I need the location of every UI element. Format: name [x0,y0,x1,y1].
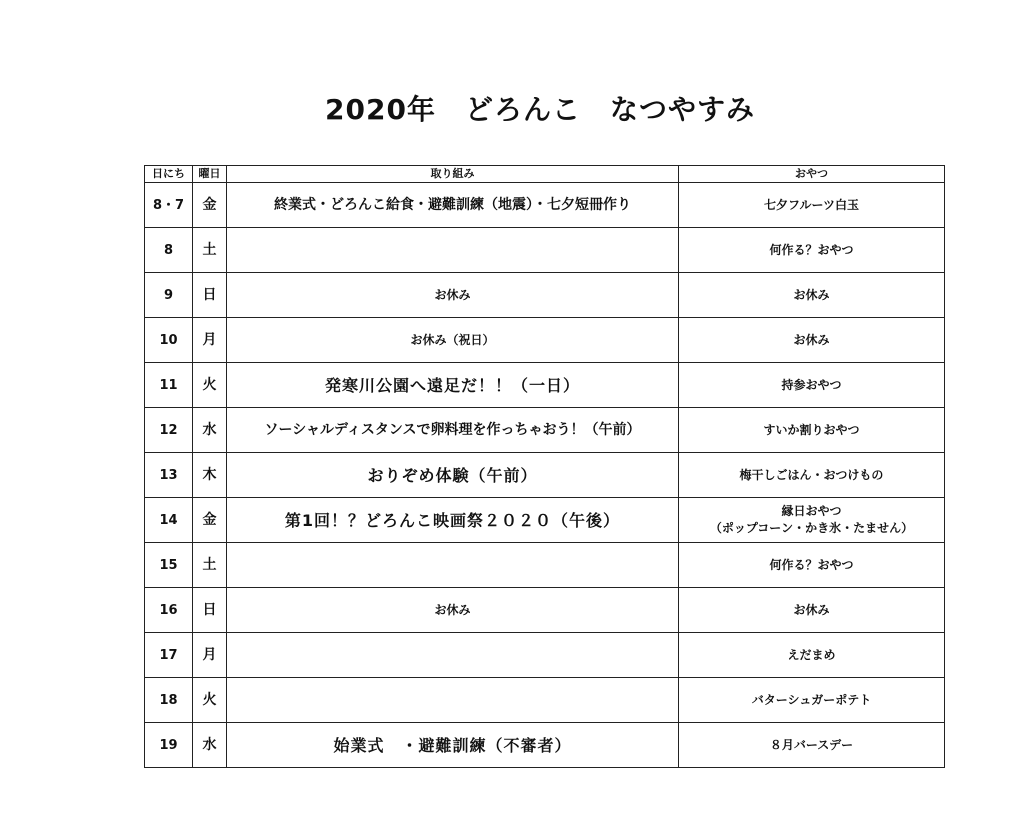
day-of-week-cell: 月 [193,318,227,363]
activity-cell: ソーシャルディスタンスで卵料理を作っちゃおう！（午前） [227,408,679,453]
day-of-week-cell: 日 [193,588,227,633]
header-date: 日にち [145,166,193,183]
date-cell: 8・7 [145,183,193,228]
date-cell: 11 [145,363,193,408]
day-of-week-cell: 土 [193,228,227,273]
table-row [145,543,945,588]
snack-cell: 何作る？おやつ [679,228,945,273]
activity-cell: おりぞめ体験（午前） [227,453,679,498]
day-of-week-cell: 木 [193,453,227,498]
day-of-week-cell: 水 [193,408,227,453]
day-of-week-cell: 火 [193,363,227,408]
table-row [145,498,945,543]
date-cell: 14 [145,498,193,543]
table-row [145,228,945,273]
date-cell: 15 [145,543,193,588]
date-cell: 18 [145,678,193,723]
activity-cell: お休み [227,273,679,318]
snack-line-detail: （ポップコーン・かき氷・たません） [709,521,914,535]
table-row [145,183,945,228]
activity-cell: 第1回！？どろんこ映画祭２０２０（午後） [227,498,679,543]
activity-cell [227,678,679,723]
activity-cell [227,633,679,678]
activity-cell: 発寒川公園へ遠足だ！！（一日） [227,363,679,408]
snack-cell: お休み [679,273,945,318]
snack-cell: お休み [679,318,945,363]
table-row [145,408,945,453]
table-row [145,318,945,363]
activity-cell: 終業式・どろんこ給食・避難訓練（地震）・七夕短冊作り [227,183,679,228]
header-row [145,166,945,183]
snack-cell [679,498,945,543]
day-of-week-cell: 月 [193,633,227,678]
table-row [145,273,945,318]
date-cell: 8 [145,228,193,273]
snack-cell: 七夕フルーツ白玉 [679,183,945,228]
date-cell: 13 [145,453,193,498]
date-cell: 17 [145,633,193,678]
activity-cell: 始業式 ・避難訓練（不審者） [227,723,679,768]
table-row [145,363,945,408]
snack-cell: 何作る？おやつ [679,543,945,588]
activity-cell [227,228,679,273]
snack-cell: えだまめ [679,633,945,678]
day-of-week-cell: 土 [193,543,227,588]
date-cell: 9 [145,273,193,318]
day-of-week-cell: 水 [193,723,227,768]
day-of-week-cell: 火 [193,678,227,723]
day-of-week-cell: 金 [193,498,227,543]
header-snack: おやつ [679,166,945,183]
snack-cell: 持参おやつ [679,363,945,408]
snack-line: 縁日おやつ [781,504,842,518]
snack-cell: 梅干しごはん・おつけもの [679,453,945,498]
date-cell: 10 [145,318,193,363]
activity-cell [227,543,679,588]
day-of-week-cell: 日 [193,273,227,318]
table-row [145,678,945,723]
day-of-week-cell: 金 [193,183,227,228]
date-cell: 19 [145,723,193,768]
snack-cell: バターシュガーポテト [679,678,945,723]
date-cell: 16 [145,588,193,633]
header-activity: 取り組み [227,166,679,183]
table-row [145,723,945,768]
header-day-of-week: 曜日 [193,166,227,183]
snack-cell: ８月バースデー [679,723,945,768]
schedule-table [144,165,945,768]
snack-cell: お休み [679,588,945,633]
activity-cell: お休み [227,588,679,633]
table-row [145,588,945,633]
activity-cell: お休み（祝日） [227,318,679,363]
snack-cell: すいか割りおやつ [679,408,945,453]
date-cell: 12 [145,408,193,453]
table-row [145,633,945,678]
table-row [145,453,945,498]
page-title: 2020年 どろんこ なつやすみ [325,93,755,126]
